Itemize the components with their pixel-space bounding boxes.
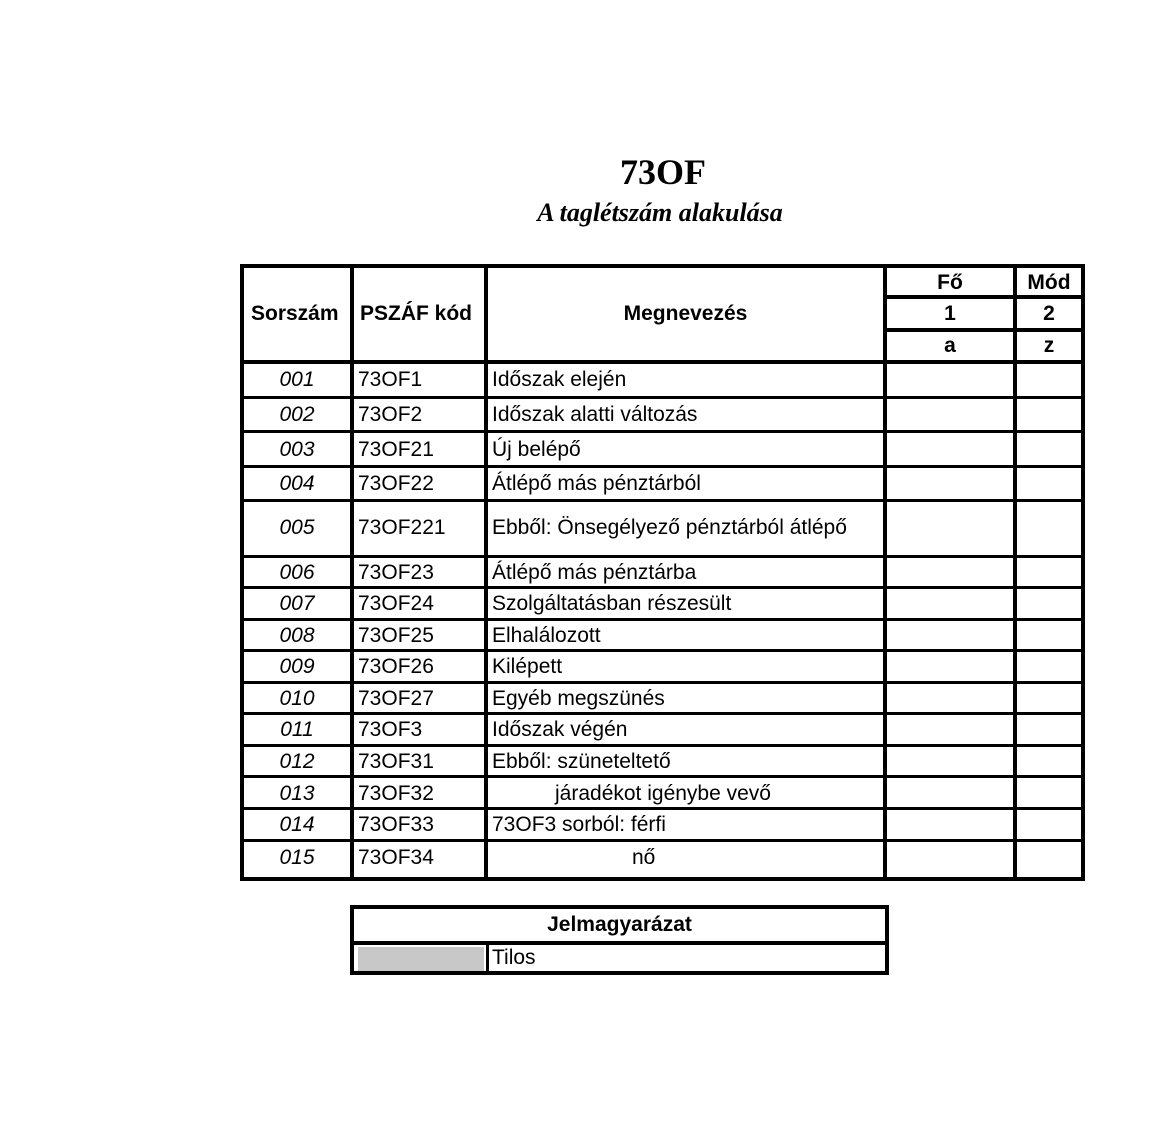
row-megnevezes: Szolgáltatásban részesült [492,592,732,615]
row-divider [244,649,1081,652]
row-divider [244,807,1081,810]
row-megnevezes: Ebből: szüneteltető [492,750,671,773]
row-megnevezes: Időszak elején [492,368,627,391]
header-megnevezes: Megnevezés [623,302,748,325]
header-mod-letter: z [1043,334,1055,357]
row-divider [244,396,1081,399]
page-subtitle: A taglétszám alakulása [537,198,783,227]
row-divider [244,586,1081,589]
legend-divider [354,941,885,945]
row-kod: 73OF25 [358,624,434,647]
legend-col-divider [486,943,489,971]
row-kod: 73OF21 [358,438,434,461]
row-megnevezes: Kilépett [492,655,563,678]
row-sorszam: 002 [279,403,315,426]
header-mod-number: 2 [1043,302,1055,325]
legend-swatch [358,947,484,971]
legend-label: Tilos [492,946,536,969]
row-kod: 73OF26 [358,655,434,678]
header-divider [887,295,1081,299]
row-megnevezes: járadékot igénybe vevő [555,782,771,805]
row-megnevezes: Időszak végén [492,718,628,741]
row-divider [244,712,1081,715]
page-title: 73OF [620,152,706,192]
row-sorszam: 014 [279,813,315,836]
row-sorszam: 011 [280,718,314,741]
row-sorszam: 003 [279,438,315,461]
row-sorszam: 008 [279,624,315,647]
header-pszaf-kod: PSZÁF kód [360,302,473,325]
row-megnevezes: Ebből: Önsegélyező pénztárból átlépő [492,516,847,539]
row-megnevezes: Átlépő más pénztárba [492,561,697,584]
header-fo-number: 1 [944,302,956,325]
row-kod: 73OF2 [358,403,423,426]
row-kod: 73OF24 [358,592,434,615]
row-megnevezes: Egyéb megszünés [492,687,665,710]
row-sorszam: 009 [279,655,315,678]
row-sorszam: 001 [279,368,315,391]
row-sorszam: 010 [279,687,315,710]
header-divider [887,328,1081,332]
row-megnevezes: Időszak alatti változás [492,403,698,426]
row-sorszam: 004 [279,472,315,495]
row-kod: 73OF3 [358,718,423,741]
row-divider [244,465,1081,468]
row-megnevezes: Átlépő más pénztárból [492,472,701,495]
row-divider [244,430,1081,433]
row-sorszam: 005 [279,516,315,539]
header-mod: Mód [1027,271,1071,294]
row-kod: 73OF23 [358,561,434,584]
row-megnevezes: nő [632,846,656,869]
row-divider [244,744,1081,747]
row-kod: 73OF27 [358,687,434,710]
row-kod: 73OF33 [358,813,434,836]
row-kod: 73OF31 [358,750,434,773]
main-table [240,264,1085,881]
row-divider [244,839,1081,842]
row-kod: 73OF32 [358,782,434,805]
row-sorszam: 013 [279,782,315,805]
row-megnevezes: Új belépő [492,438,581,461]
header-bottom [244,360,1081,364]
row-divider [244,681,1081,684]
row-sorszam: 015 [279,846,315,869]
row-divider [244,775,1081,778]
row-kod: 73OF221 [358,516,446,539]
row-kod: 73OF22 [358,472,434,495]
row-sorszam: 012 [279,750,315,773]
header-sorszam: Sorszám [251,302,339,325]
row-kod: 73OF34 [358,846,434,869]
row-megnevezes: Elhalálozott [492,624,601,647]
legend-title: Jelmagyarázat [547,913,692,936]
row-sorszam: 007 [279,592,315,615]
legend [350,905,889,975]
row-kod: 73OF1 [358,368,423,391]
row-divider [244,555,1081,558]
row-divider [244,499,1081,502]
row-megnevezes: 73OF3 sorból: férfi [492,813,666,836]
row-divider [244,618,1081,621]
row-sorszam: 006 [279,561,315,584]
header-fo: Fő [937,271,963,294]
header-fo-letter: a [944,334,956,357]
